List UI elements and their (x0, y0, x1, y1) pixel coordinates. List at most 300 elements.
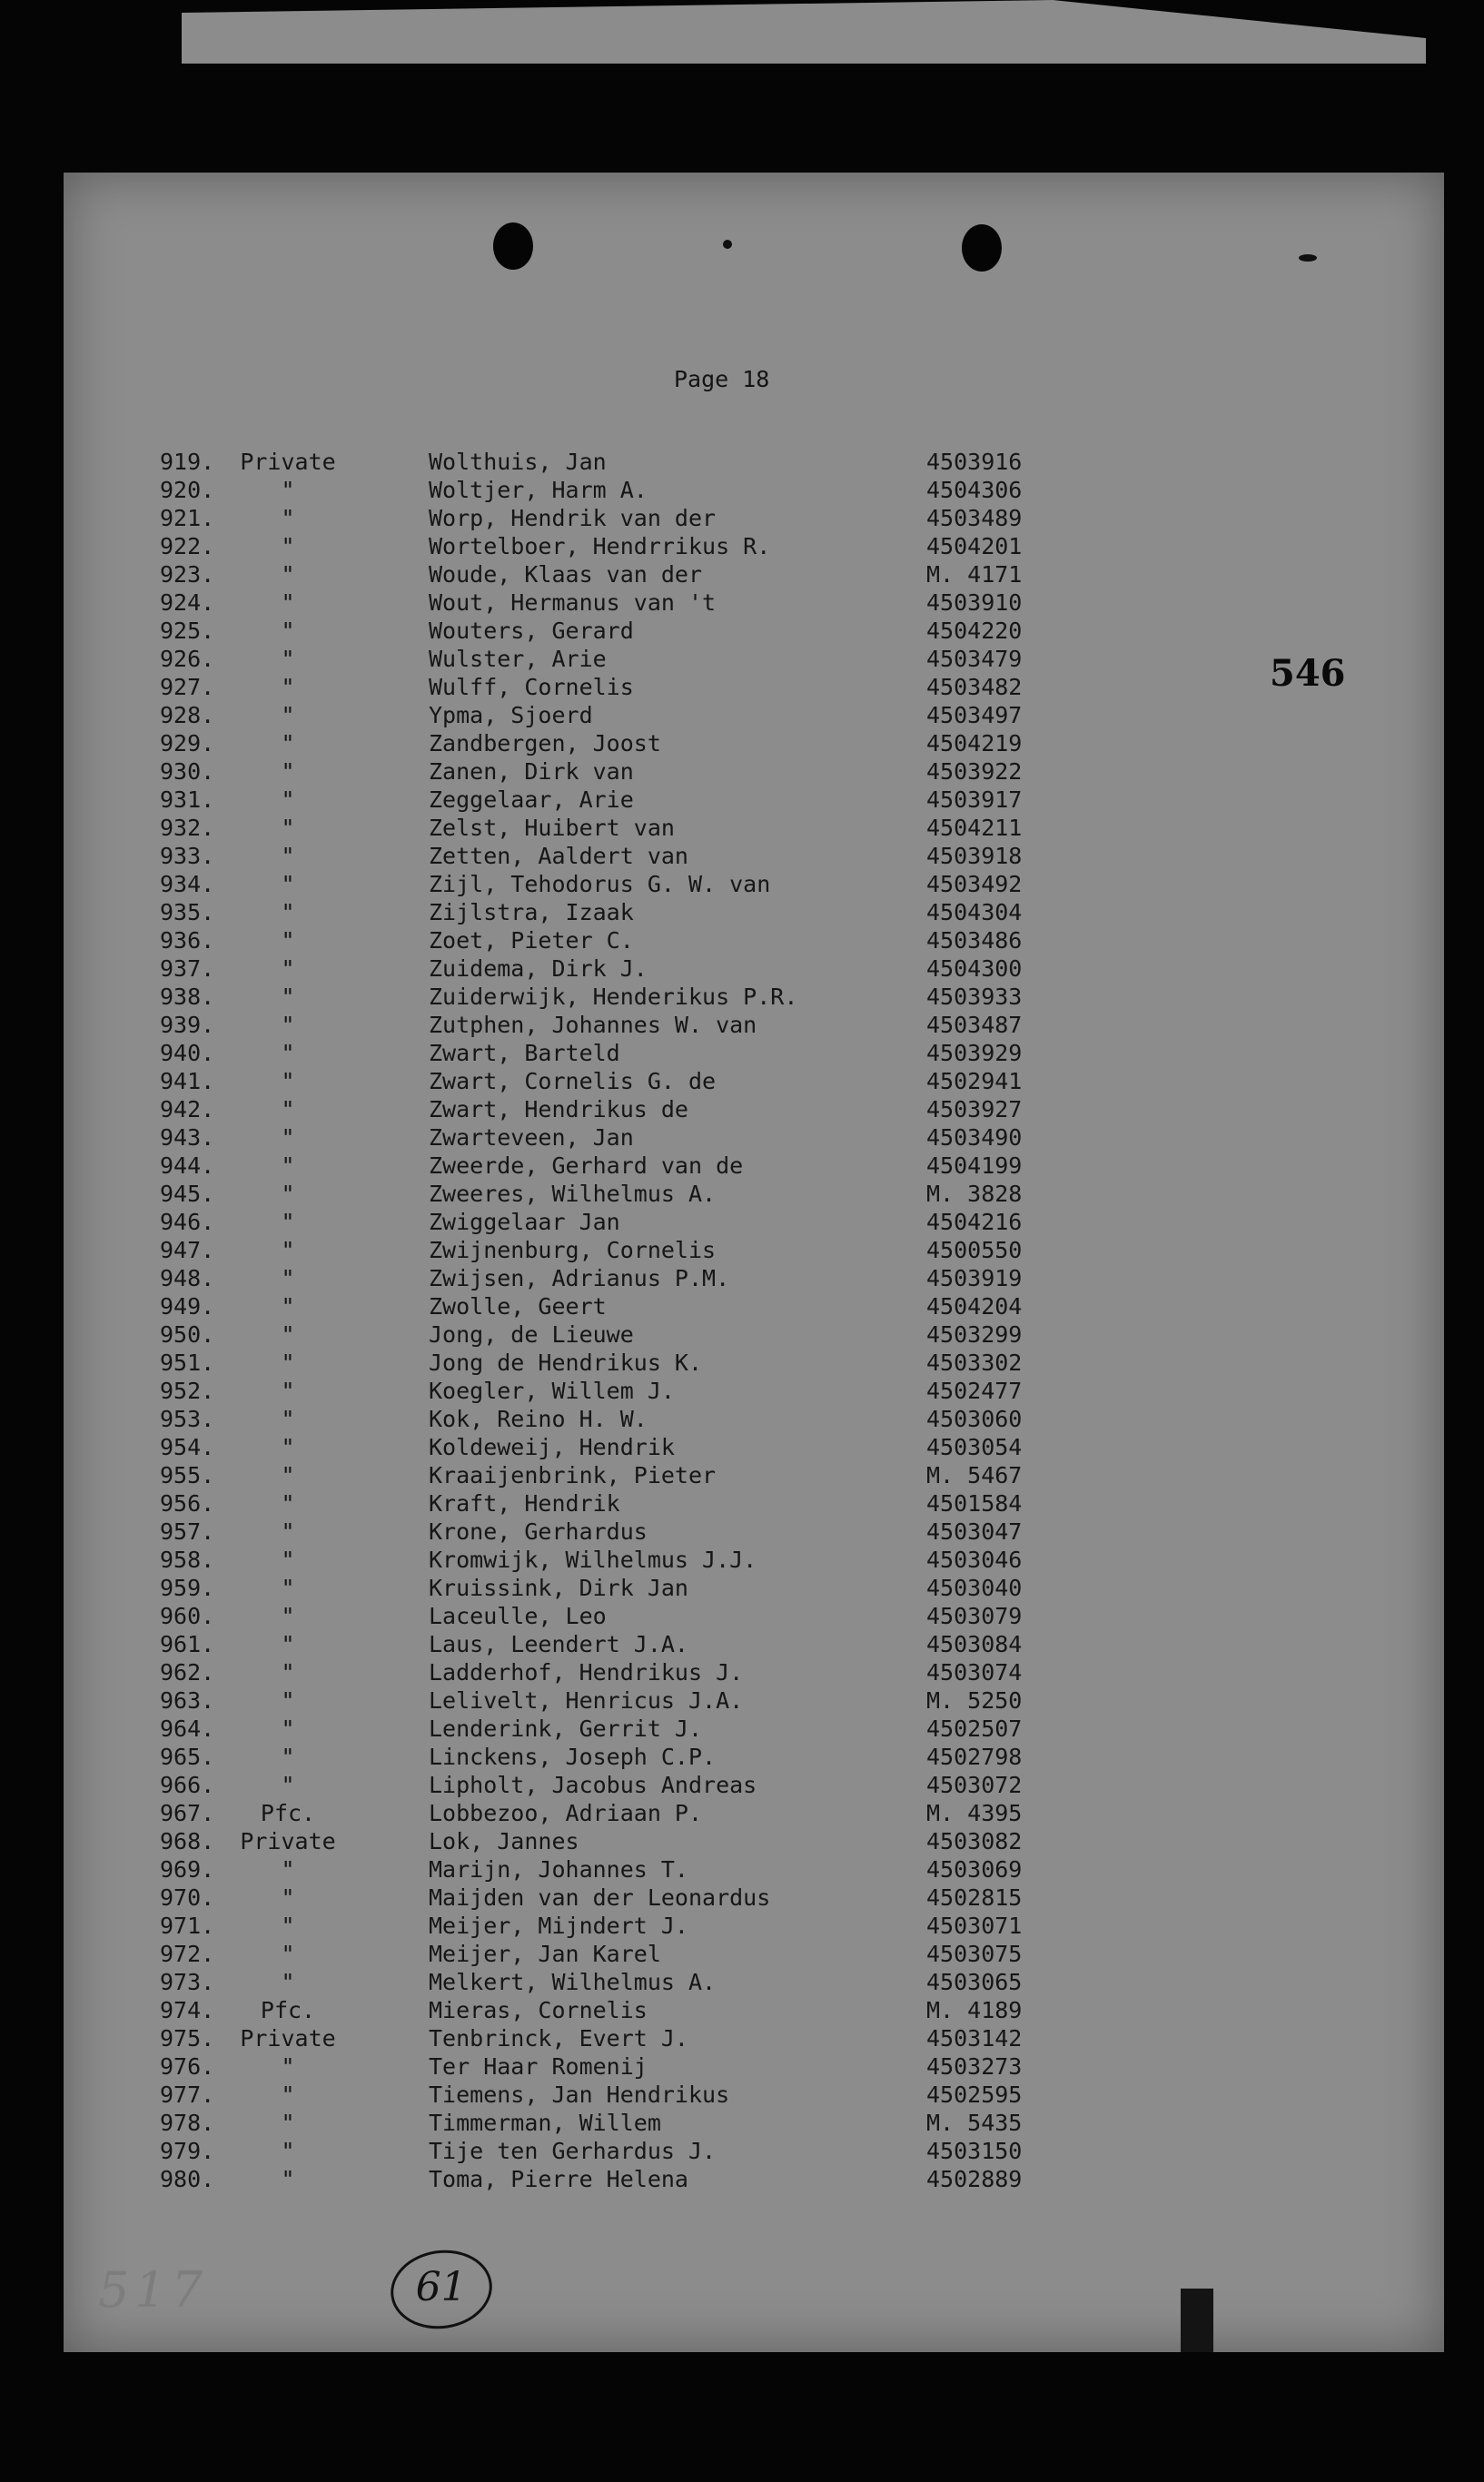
entry-number: 980. (160, 2166, 215, 2192)
serial-number: 4503492 (926, 871, 1023, 897)
serial-number: 4503054 (926, 1434, 1023, 1460)
serial-number: 4503072 (926, 1772, 1023, 1798)
soldier-name: Woltjer, Harm A. (429, 477, 648, 503)
serial-number: 4502815 (926, 1884, 1023, 1911)
entry-number: 953. (160, 1406, 215, 1432)
roster-row (0, 1969, 1484, 1997)
rank: " (281, 1575, 295, 1601)
rank: Private (240, 449, 336, 475)
roster-row (0, 2166, 1484, 2194)
roster-row (0, 1068, 1484, 1096)
roster-row (0, 1631, 1484, 1659)
entry-number: 952. (160, 1378, 215, 1404)
rank: Pfc. (260, 1800, 316, 1826)
roster-row (0, 1265, 1484, 1293)
serial-number: 4504211 (926, 815, 1023, 841)
serial-number: 4503079 (926, 1603, 1023, 1629)
punch-hole-left (493, 222, 533, 270)
rank: " (281, 927, 295, 954)
soldier-name: Jong, de Lieuwe (429, 1321, 634, 1348)
entry-number: 973. (160, 1969, 215, 1995)
soldier-name: Zwart, Barteld (429, 1040, 620, 1066)
soldier-name: Ladderhof, Hendrikus J. (429, 1659, 744, 1686)
entry-number: 964. (160, 1716, 215, 1742)
entry-number: 968. (160, 1828, 215, 1854)
serial-number: 4502798 (926, 1744, 1023, 1770)
soldier-name: Meijer, Mijndert J. (429, 1913, 688, 1939)
soldier-name: Lobbezoo, Adriaan P. (429, 1800, 703, 1826)
entry-number: 979. (160, 2138, 215, 2164)
rank: " (281, 2138, 295, 2164)
entry-number: 926. (160, 646, 215, 672)
entry-number: 942. (160, 1096, 215, 1122)
serial-number: 4503060 (926, 1406, 1023, 1432)
serial-number: 4503142 (926, 2025, 1023, 2052)
soldier-name: Zuidema, Dirk J. (429, 955, 648, 982)
entry-number: 969. (160, 1856, 215, 1883)
roster-row (0, 1744, 1484, 1772)
rank: " (281, 1969, 295, 1995)
roster-row (0, 1603, 1484, 1631)
rank: " (281, 1378, 295, 1404)
entry-number: 919. (160, 449, 215, 475)
rank: " (281, 1884, 295, 1911)
entry-number: 927. (160, 674, 215, 700)
roster-row (0, 1575, 1484, 1603)
rank: " (281, 1406, 295, 1432)
soldier-name: Laceulle, Leo (429, 1603, 607, 1629)
roster-row (0, 871, 1484, 899)
soldier-name: Tije ten Gerhardus J. (429, 2138, 717, 2164)
soldier-name: Zelst, Huibert van (429, 815, 675, 841)
entry-number: 936. (160, 927, 215, 954)
rank: " (281, 899, 295, 925)
rank: " (281, 1716, 295, 1742)
rank: " (281, 1913, 295, 1939)
serial-number: 4503479 (926, 646, 1023, 672)
roster-row (0, 1828, 1484, 1856)
rank: " (281, 1096, 295, 1122)
entry-number: 941. (160, 1068, 215, 1094)
roster-row (0, 1772, 1484, 1800)
roster-row (0, 1124, 1484, 1152)
rank: " (281, 702, 295, 728)
serial-number: 4503919 (926, 1265, 1023, 1291)
rank: " (281, 618, 295, 644)
entry-number: 935. (160, 899, 215, 925)
rank: " (281, 1518, 295, 1545)
punch-hole-right (962, 224, 1002, 272)
page-stamp-number: 546 (1270, 652, 1346, 695)
serial-number: M. 5435 (926, 2110, 1023, 2136)
entry-number: 957. (160, 1518, 215, 1545)
serial-number: 4503075 (926, 1941, 1023, 1967)
roster-row (0, 2138, 1484, 2166)
serial-number: 4503922 (926, 758, 1023, 785)
serial-number: 4504220 (926, 618, 1023, 644)
entry-number: 959. (160, 1575, 215, 1601)
rank: " (281, 1181, 295, 1207)
serial-number: 4503918 (926, 843, 1023, 869)
serial-number: 4504306 (926, 477, 1023, 503)
serial-number: 4503299 (926, 1321, 1023, 1348)
roster-row (0, 1518, 1484, 1547)
serial-number: 4503486 (926, 927, 1023, 954)
rank: " (281, 1490, 295, 1517)
scan-mark (1181, 2289, 1213, 2352)
page-top-edge (182, 0, 1426, 64)
soldier-name: Ter Haar Romenij (429, 2053, 648, 2080)
entry-number: 976. (160, 2053, 215, 2080)
serial-number: 4502507 (926, 1716, 1023, 1742)
roster-row (0, 1490, 1484, 1518)
serial-number: 4503933 (926, 984, 1023, 1010)
rank: " (281, 2166, 295, 2192)
entry-number: 921. (160, 505, 215, 531)
roster-row (0, 1350, 1484, 1378)
serial-number: 4504199 (926, 1152, 1023, 1179)
entry-number: 971. (160, 1913, 215, 1939)
soldier-name: Kromwijk, Wilhelmus J.J. (429, 1547, 757, 1573)
roster-row (0, 1462, 1484, 1490)
soldier-name: Mieras, Cornelis (429, 1997, 648, 2023)
entry-number: 922. (160, 533, 215, 559)
rank: " (281, 1293, 295, 1320)
roster-row (0, 1800, 1484, 1828)
soldier-name: Toma, Pierre Helena (429, 2166, 688, 2192)
entry-number: 962. (160, 1659, 215, 1686)
soldier-name: Melkert, Wilhelmus A. (429, 1969, 717, 1995)
soldier-name: Laus, Leendert J.A. (429, 1631, 688, 1657)
serial-number: 4504201 (926, 533, 1023, 559)
soldier-name: Wulster, Arie (429, 646, 607, 672)
soldier-name: Zeggelaar, Arie (429, 786, 634, 813)
rank: " (281, 758, 295, 785)
entry-number: 963. (160, 1687, 215, 1714)
roster-row (0, 1012, 1484, 1040)
rank: Private (240, 2025, 336, 2052)
soldier-name: Zwijnenburg, Cornelis (429, 1237, 717, 1263)
rank: " (281, 815, 295, 841)
entry-number: 975. (160, 2025, 215, 2052)
serial-number: 4503497 (926, 702, 1023, 728)
entry-number: 978. (160, 2110, 215, 2136)
roster-row (0, 533, 1484, 561)
rank: " (281, 1350, 295, 1376)
entry-number: 939. (160, 1012, 215, 1038)
soldier-name: Zuiderwijk, Henderikus P.R. (429, 984, 798, 1010)
rank: " (281, 1603, 295, 1629)
rank: " (281, 646, 295, 672)
serial-number: 4503302 (926, 1350, 1023, 1376)
soldier-name: Krone, Gerhardus (429, 1518, 648, 1545)
soldier-name: Timmerman, Willem (429, 2110, 661, 2136)
rank: " (281, 1631, 295, 1657)
serial-number: 4503047 (926, 1518, 1023, 1545)
serial-number: 4504216 (926, 1209, 1023, 1235)
rank: Private (240, 1828, 336, 1854)
rank: " (281, 1772, 295, 1798)
soldier-name: Wouters, Gerard (429, 618, 634, 644)
entry-number: 965. (160, 1744, 215, 1770)
roster-row (0, 2082, 1484, 2110)
rank: Pfc. (260, 1997, 316, 2023)
entry-number: 938. (160, 984, 215, 1010)
roster-row (0, 843, 1484, 871)
roster-row (0, 1293, 1484, 1321)
entry-number: 960. (160, 1603, 215, 1629)
roster-row (0, 702, 1484, 730)
roster-row (0, 1687, 1484, 1716)
rank: " (281, 533, 295, 559)
roster-row (0, 927, 1484, 955)
entry-number: 937. (160, 955, 215, 982)
entry-number: 932. (160, 815, 215, 841)
page-header: Page 18 (674, 366, 770, 392)
entry-number: 947. (160, 1237, 215, 1263)
roster-list (0, 449, 1484, 2194)
soldier-name: Worp, Hendrik van der (429, 505, 717, 531)
rank: " (281, 984, 295, 1010)
soldier-name: Lok, Jannes (429, 1828, 579, 1854)
soldier-name: Zijl, Tehodorus G. W. van (429, 871, 771, 897)
entry-number: 949. (160, 1293, 215, 1320)
serial-number: 4503074 (926, 1659, 1023, 1686)
entry-number: 920. (160, 477, 215, 503)
roster-row (0, 899, 1484, 927)
soldier-name: Wortelboer, Hendrrikus R. (429, 533, 771, 559)
serial-number: 4502941 (926, 1068, 1023, 1094)
soldier-name: Koldeweij, Hendrik (429, 1434, 675, 1460)
serial-number: 4503482 (926, 674, 1023, 700)
roster-row (0, 730, 1484, 758)
serial-number: 4503046 (926, 1547, 1023, 1573)
soldier-name: Zandbergen, Joost (429, 730, 661, 756)
soldier-name: Kraaijenbrink, Pieter (429, 1462, 717, 1488)
serial-number: 4503082 (926, 1828, 1023, 1854)
roster-row (0, 505, 1484, 533)
rank: " (281, 589, 295, 616)
roster-row (0, 1547, 1484, 1575)
soldier-name: Kok, Reino H. W. (429, 1406, 648, 1432)
entry-number: 970. (160, 1884, 215, 1911)
roster-row (0, 646, 1484, 674)
roster-row (0, 2025, 1484, 2053)
rank: " (281, 1265, 295, 1291)
roster-row (0, 1434, 1484, 1462)
roster-row (0, 674, 1484, 702)
rank: " (281, 1659, 295, 1686)
rank: " (281, 1068, 295, 1094)
serial-number: 4503927 (926, 1096, 1023, 1122)
serial-number: M. 4395 (926, 1800, 1023, 1826)
serial-number: 4503071 (926, 1913, 1023, 1939)
roster-row (0, 984, 1484, 1012)
serial-number: 4502477 (926, 1378, 1023, 1404)
roster-row (0, 1321, 1484, 1350)
roster-row (0, 1237, 1484, 1265)
serial-number: 4503910 (926, 589, 1023, 616)
soldier-name: Zweerde, Gerhard van de (429, 1152, 744, 1179)
entry-number: 945. (160, 1181, 215, 1207)
roster-row (0, 815, 1484, 843)
entry-number: 940. (160, 1040, 215, 1066)
roster-row (0, 786, 1484, 815)
entry-number: 977. (160, 2082, 215, 2108)
roster-row (0, 1406, 1484, 1434)
soldier-name: Zijlstra, Izaak (429, 899, 634, 925)
rank: " (281, 1124, 295, 1151)
roster-row (0, 2110, 1484, 2138)
roster-row (0, 1913, 1484, 1941)
serial-number: 4504304 (926, 899, 1023, 925)
soldier-name: Koegler, Willem J. (429, 1378, 675, 1404)
serial-number: 4503069 (926, 1856, 1023, 1883)
rank: " (281, 1040, 295, 1066)
serial-number: 4502889 (926, 2166, 1023, 2192)
rank: " (281, 1687, 295, 1714)
serial-number: 4503040 (926, 1575, 1023, 1601)
roster-row (0, 1941, 1484, 1969)
entry-number: 958. (160, 1547, 215, 1573)
serial-number: 4504204 (926, 1293, 1023, 1320)
roster-row (0, 1181, 1484, 1209)
ink-speck (723, 240, 732, 249)
roster-row (0, 618, 1484, 646)
roster-row (0, 1856, 1484, 1884)
soldier-name: Ypma, Sjoerd (429, 702, 593, 728)
roster-row (0, 449, 1484, 477)
rank: " (281, 1012, 295, 1038)
serial-number: 4503273 (926, 2053, 1023, 2080)
roster-row (0, 1659, 1484, 1687)
serial-number: 4504219 (926, 730, 1023, 756)
soldier-name: Zwiggelaar Jan (429, 1209, 620, 1235)
entry-number: 967. (160, 1800, 215, 1826)
soldier-name: Wolthuis, Jan (429, 449, 607, 475)
serial-number: 4503490 (926, 1124, 1023, 1151)
soldier-name: Tiemens, Jan Hendrikus (429, 2082, 730, 2108)
rank: " (281, 477, 295, 503)
rank: " (281, 730, 295, 756)
soldier-name: Zwarteveen, Jan (429, 1124, 634, 1151)
serial-number: 4503065 (926, 1969, 1023, 1995)
rank: " (281, 1941, 295, 1967)
soldier-name: Zwart, Cornelis G. de (429, 1068, 717, 1094)
serial-number: M. 3828 (926, 1181, 1023, 1207)
rank: " (281, 1237, 295, 1263)
rank: " (281, 2082, 295, 2108)
serial-number: 4503489 (926, 505, 1023, 531)
entry-number: 974. (160, 1997, 215, 2023)
soldier-name: Zwolle, Geert (429, 1293, 607, 1320)
rank: " (281, 871, 295, 897)
roster-row (0, 589, 1484, 618)
rank: " (281, 1462, 295, 1488)
soldier-name: Maijden van der Leonardus (429, 1884, 771, 1911)
serial-number: 4503916 (926, 449, 1023, 475)
entry-number: 966. (160, 1772, 215, 1798)
serial-number: 4502595 (926, 2082, 1023, 2108)
roster-row (0, 955, 1484, 984)
soldier-name: Wulff, Cornelis (429, 674, 634, 700)
rank: " (281, 2053, 295, 2080)
soldier-name: Zwijsen, Adrianus P.M. (429, 1265, 730, 1291)
entry-number: 972. (160, 1941, 215, 1967)
roster-row (0, 1884, 1484, 1913)
soldier-name: Lelivelt, Henricus J.A. (429, 1687, 744, 1714)
soldier-name: Zoet, Pieter C. (429, 927, 634, 954)
entry-number: 933. (160, 843, 215, 869)
entry-number: 925. (160, 618, 215, 644)
roster-row (0, 1716, 1484, 1744)
rank: " (281, 1209, 295, 1235)
entry-number: 923. (160, 561, 215, 588)
entry-number: 961. (160, 1631, 215, 1657)
roster-row (0, 561, 1484, 589)
serial-number: M. 4171 (926, 561, 1023, 588)
entry-number: 950. (160, 1321, 215, 1348)
roster-row (0, 1152, 1484, 1181)
entry-number: 924. (160, 589, 215, 616)
soldier-name: Zanen, Dirk van (429, 758, 634, 785)
entry-number: 956. (160, 1490, 215, 1517)
entry-number: 955. (160, 1462, 215, 1488)
faint-margin-mark: 517 (98, 2261, 209, 2319)
roster-row (0, 758, 1484, 786)
rank: " (281, 1321, 295, 1348)
entry-number: 930. (160, 758, 215, 785)
rank: " (281, 843, 295, 869)
soldier-name: Lipholt, Jacobus Andreas (429, 1772, 757, 1798)
circled-number-text: 61 (415, 2264, 467, 2311)
soldier-name: Linckens, Joseph C.P. (429, 1744, 717, 1770)
roster-row (0, 1378, 1484, 1406)
entry-number: 929. (160, 730, 215, 756)
serial-number: 4503150 (926, 2138, 1023, 2164)
rank: " (281, 561, 295, 588)
roster-row (0, 1096, 1484, 1124)
entry-number: 931. (160, 786, 215, 813)
soldier-name: Kraft, Hendrik (429, 1490, 620, 1517)
rank: " (281, 505, 295, 531)
entry-number: 928. (160, 702, 215, 728)
soldier-name: Meijer, Jan Karel (429, 1941, 661, 1967)
entry-number: 934. (160, 871, 215, 897)
rank: " (281, 1434, 295, 1460)
roster-row (0, 1209, 1484, 1237)
entry-number: 951. (160, 1350, 215, 1376)
soldier-name: Woude, Klaas van der (429, 561, 703, 588)
roster-row (0, 1997, 1484, 2025)
rank: " (281, 674, 295, 700)
serial-number: M. 5467 (926, 1462, 1023, 1488)
serial-number: 4503487 (926, 1012, 1023, 1038)
soldier-name: Zetten, Aaldert van (429, 843, 688, 869)
ink-speck (1299, 254, 1317, 262)
soldier-name: Wout, Hermanus van 't (429, 589, 717, 616)
serial-number: 4500550 (926, 1237, 1023, 1263)
serial-number: 4501584 (926, 1490, 1023, 1517)
soldier-name: Zutphen, Johannes W. van (429, 1012, 757, 1038)
rank: " (281, 1856, 295, 1883)
soldier-name: Marijn, Johannes T. (429, 1856, 688, 1883)
serial-number: 4503917 (926, 786, 1023, 813)
roster-row (0, 2053, 1484, 2082)
entry-number: 948. (160, 1265, 215, 1291)
soldier-name: Tenbrinck, Evert J. (429, 2025, 688, 2052)
rank: " (281, 1152, 295, 1179)
